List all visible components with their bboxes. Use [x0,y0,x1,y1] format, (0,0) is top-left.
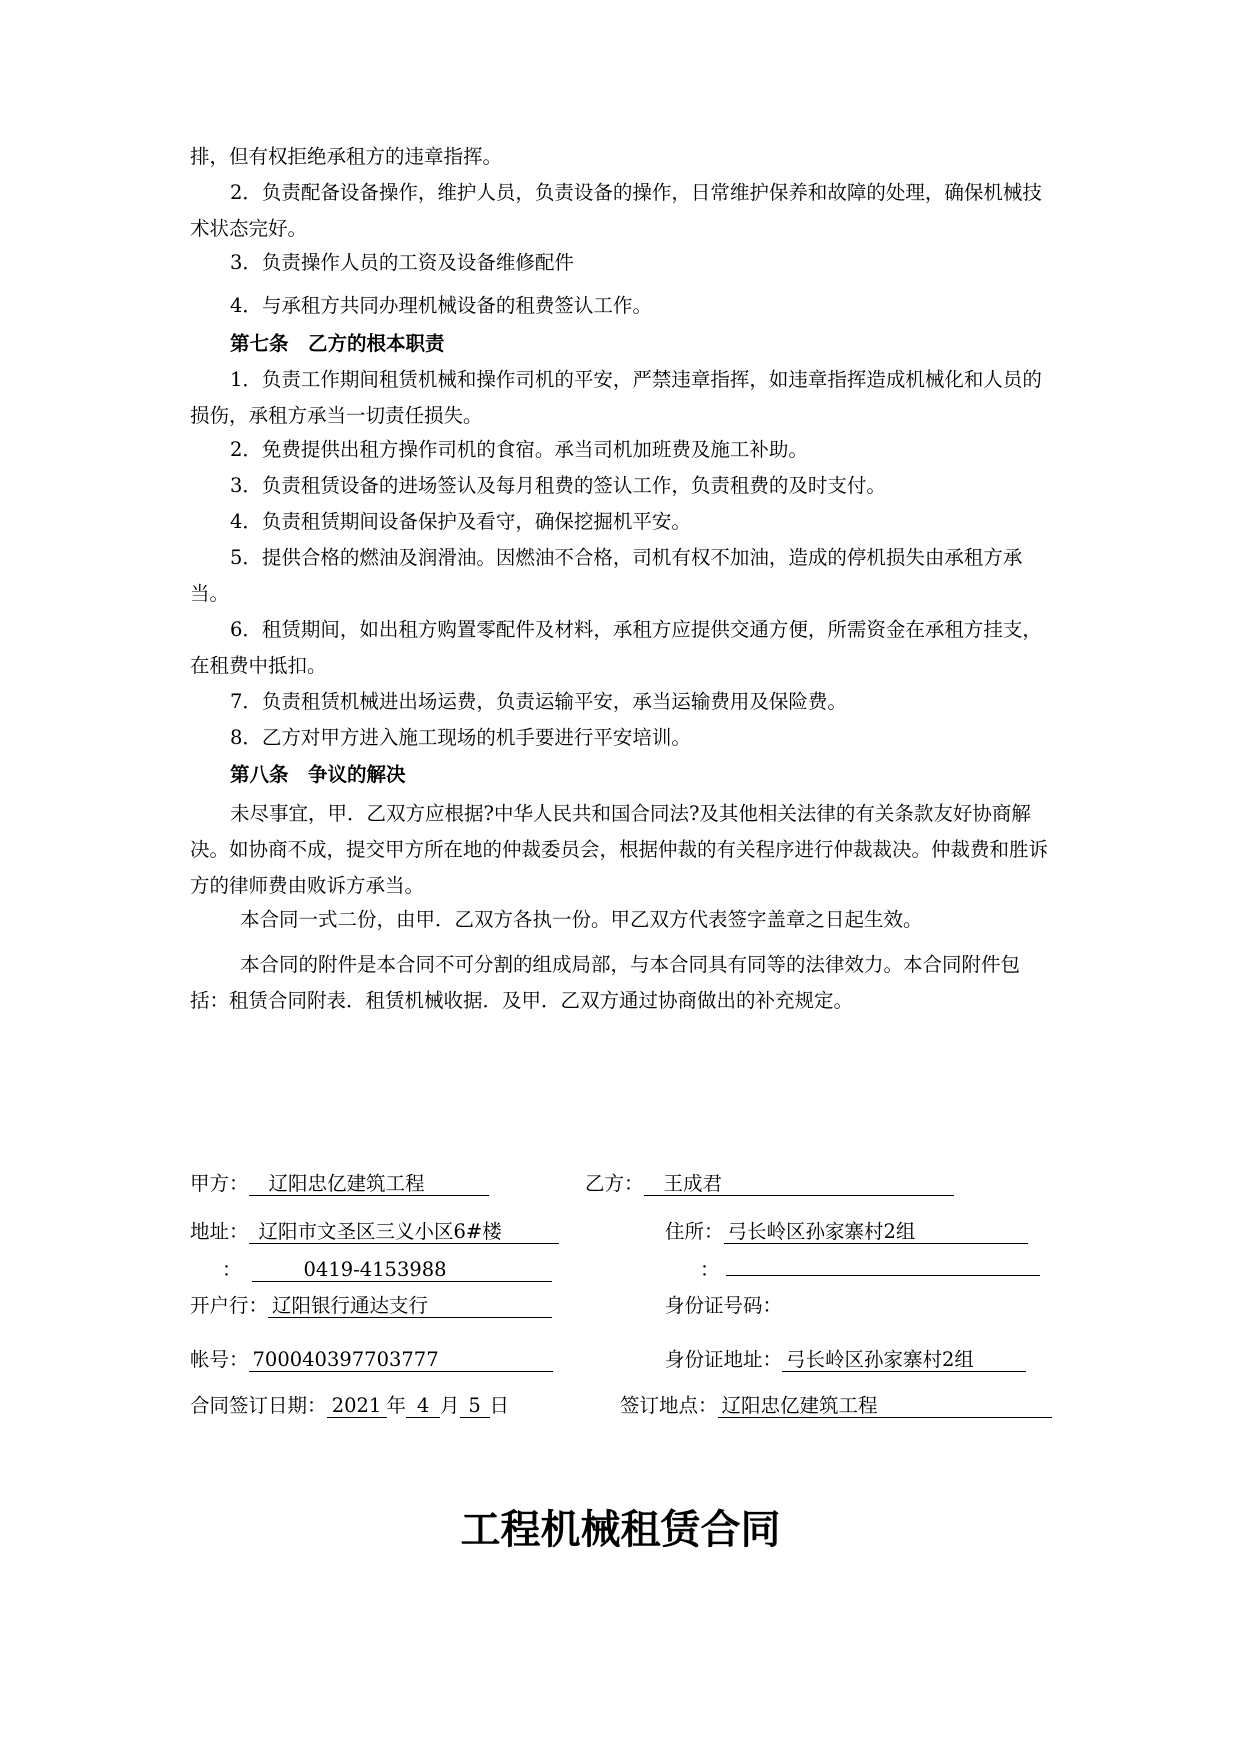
date-day-unit: 日 [489,1394,510,1417]
article-7-item-2: 2．免费提供出租方操作司机的食宿。承当司机加班费及施工补助。 [230,438,808,461]
next-document-title: 工程机械租赁合同 [460,1507,781,1553]
phone-b-line [700,1257,1040,1283]
address-line [190,1219,559,1245]
address-value: 辽阳市文圣区三义小区6#楼 [249,1221,559,1244]
account-label: 帐号： [190,1348,249,1371]
paragraph-item-3: 3．负责操作人员的工资及设备维修配件 [230,251,574,274]
id-address-value: 弓长岭区孙家寨村2组 [782,1349,1026,1372]
article-7-heading: 第七条 乙方的根本职责 [230,332,445,355]
party-a-line [190,1171,489,1197]
phone-b-label: ： [700,1258,720,1281]
place-line [620,1393,1052,1419]
account-line [190,1347,553,1373]
phone-a-line [222,1257,552,1283]
date-year: 2021 [327,1395,387,1418]
place-value: 辽阳忠亿建筑工程 [718,1395,1052,1418]
date-month-unit: 月 [440,1394,460,1417]
party-a-value: 辽阳忠亿建筑工程 [249,1173,489,1196]
bank-line [190,1293,552,1319]
date-day: 5 [460,1395,490,1418]
article-7-item-3: 3．负责租赁设备的进场签认及每月租费的签认工作，负责租费的及时支付。 [230,474,886,497]
article-7-item-5: 5．提供合格的燃油及润滑油。因燃油不合格，司机有权不加油，造成的停机损失由承租方承当。 [190,546,1023,605]
article-7-item-1: 1．负责工作期间租赁机械和操作司机的平安，严禁违章指挥，如违章指挥造成机械化和人员的损伤，承租方承当一切责任损失。 [190,368,1042,427]
account-value: 700040397703777 [249,1349,553,1372]
paragraph-continuation: 排，但有权拒绝承租方的违章指挥。 [190,145,503,168]
date-line [190,1393,509,1419]
place-label: 签订地点： [620,1394,718,1417]
date-label: 合同签订日期： [190,1394,327,1417]
party-b-value: 王成君 [644,1173,954,1196]
date-year-unit: 年 [386,1394,407,1417]
residence-value: 弓长岭区孙家寨村2组 [724,1221,1028,1244]
id-address-line [665,1347,1026,1373]
party-a-label: 甲方： [190,1172,249,1195]
article-7-item-7: 7．负责租赁机械进出场运费，负责运输平安，承当运输费用及保险费。 [230,690,847,713]
residence-line [665,1219,1028,1245]
phone-a-value: 0419-4153988 [252,1259,552,1282]
article-7-item-4: 4．负责租赁期间设备保护及看守，确保挖掘机平安。 [230,510,691,533]
article-8-paragraph: 未尽事宜，甲．乙双方应根据?中华人民共和国合同法?及其他相关法律的有关条款友好协商解决。如协商不成，提交甲方所在地的仲裁委员会，根据仲裁的有关程序进行仲裁裁决。仲裁费和胜诉方的律师费由败诉方承当。 [190,802,1049,897]
paragraph-item-4: 4．与承租方共同办理机械设备的租费签认工作。 [230,294,652,317]
id-number-label: 身份证号码： [665,1294,783,1317]
article-8-heading: 第八条 争议的解决 [230,763,406,786]
party-b-line [585,1171,954,1197]
bank-label: 开户行： [190,1294,269,1317]
party-b-label: 乙方： [585,1172,644,1195]
id-address-label: 身份证地址： [665,1348,783,1371]
bank-value: 辽阳银行通达支行 [268,1295,552,1318]
attachment-paragraph: 本合同的附件是本合同不可分割的组成局部，与本合同具有同等的法律效力。本合同附件包括：租赁合同附表．租赁机械收据．及甲．乙双方通过协商做出的补充规定。 [190,953,1021,1012]
article-7-item-6: 6．租赁期间，如出租方购置零配件及材料，承租方应提供交通方便，所需资金在承租方挂支，在租费中抵扣。 [190,618,1042,677]
phone-b-value [726,1275,1040,1276]
article-7-item-8: 8．乙方对甲方进入施工现场的机手要进行平安培训。 [230,726,691,749]
paragraph-item-2: 2．负责配备设备操作，维护人员，负责设备的操作，日常维护保养和故障的处理，确保机械技术状态完好。 [190,181,1042,240]
id-number-line [665,1293,782,1319]
phone-a-label: ： [222,1258,242,1281]
date-month: 4 [406,1395,440,1418]
residence-label: 住所： [665,1220,724,1243]
validity-paragraph: 本合同一式二份，由甲．乙双方各执一份。甲乙双方代表签字盖章之日起生效。 [240,908,923,931]
address-label: 地址： [190,1220,249,1243]
